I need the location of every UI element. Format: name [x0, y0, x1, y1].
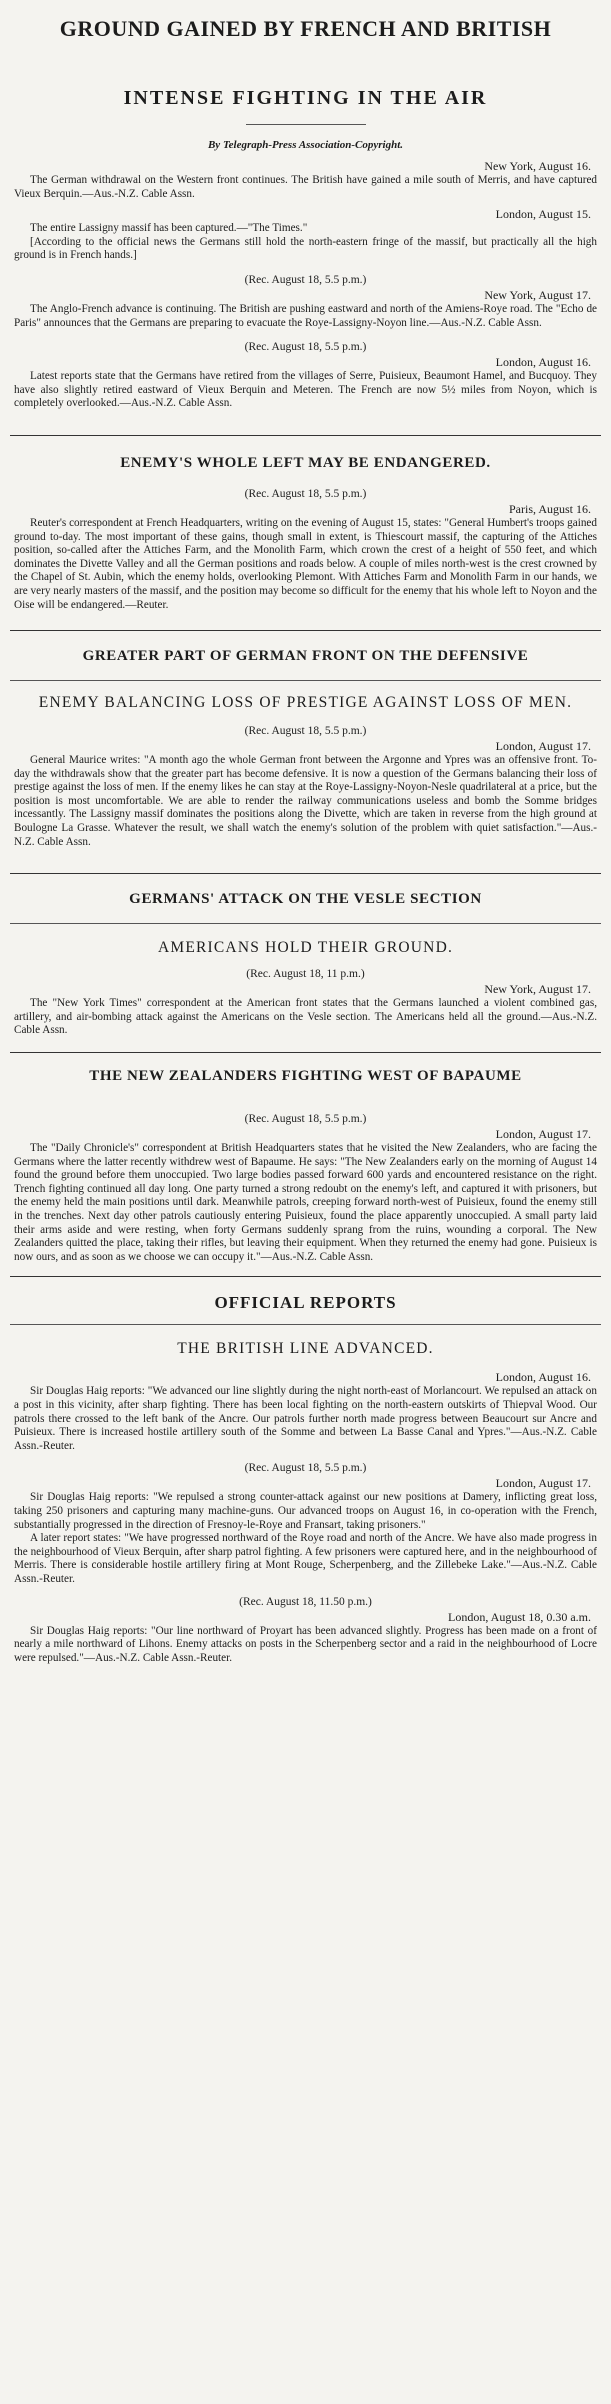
section-rule: [10, 873, 601, 874]
received-note: (Rec. August 18, 5.5 p.m.): [244, 1113, 367, 1126]
headline-rule: [246, 124, 366, 125]
section-rule: [10, 923, 601, 924]
section-rule: [10, 1324, 601, 1325]
section-subtitle: THE BRITISH LINE ADVANCED.: [177, 1340, 434, 1358]
section-defensive: [14, 647, 597, 849]
dateline: London, August 18, 0.30 a.m.: [448, 1609, 591, 1624]
section-vesle: [14, 890, 597, 1038]
main-headline: GROUND GAINED BY FRENCH AND BRITISH: [59, 16, 552, 41]
section-general: [14, 159, 597, 411]
dateline: New York, August 16.: [484, 159, 591, 173]
section-title: ENEMY'S WHOLE LEFT MAY BE ENDANGERED.: [120, 454, 491, 471]
section-subtitle: ENEMY BALANCING LOSS OF PRESTIGE AGAINST LOSS OF MEN.: [38, 694, 573, 712]
paragraph: The German withdrawal on the Western front continues. The British have gained a mile south of Merris, and have captured Vieux Berquin.—Aus.-N.Z. Cable Assn.: [14, 174, 597, 200]
section-title: THE NEW ZEALANDERS FIGHTING WEST OF BAPAUME: [89, 1068, 522, 1085]
section-enemy-left: [14, 454, 597, 612]
section-official-reports: [14, 1293, 597, 1665]
section-rule: [10, 1276, 601, 1277]
paragraph: General Maurice writes: "A month ago the whole German front between the Argonne and Ypres was an offensive front. To-day the withdrawals show that the greater part has become defensive. It is now a question of the Germans balancing their loss of prestige against the loss of men. If the enemy likes he can stay at the Roye-Lassigny-Noyon-Nesle quadrilateral at a price, but the position is most uncomfortable. We are able to render the railway communications useless and bomb the Somme bridges incessantly. The Lassigny massif dominates the positions along the Divette, which are taken in reverse from the high ground at Boulogne La Grasse. Whatever the result, we shall watch the enemy's solution of the problem with quiet satisfaction."—Aus.-N.Z. Cable Assn.: [14, 754, 597, 848]
section-rule: [10, 435, 601, 436]
dateline: London, August 17.: [495, 1127, 591, 1142]
dateline: London, August 17.: [495, 1476, 591, 1491]
paragraph: The entire Lassigny massif has been captured.—"The Times.": [30, 222, 308, 235]
sub-headline: INTENSE FIGHTING IN THE AIR: [123, 87, 488, 109]
section-title: GREATER PART OF GERMAN FRONT ON THE DEFENSIVE: [82, 648, 529, 665]
paragraph: Reuter's correspondent at French Headquarters, writing on the evening of August 15, states: "General Humbert's troops gained ground to-day. The most important of these gains, though small in extent, is Thiescourt massif, the capturing of the Attiches position, so-called after the Attiches Farm, and the Monolith Farm, which crown the crest of a height of 550 feet, and which dominates the Divette Valley and all the German positions and roads below. A couple of miles north-west is the crest crowned by the Chapel of St. Aubin, which the enemy holds, overlooking Plemont. With Attiches Farm and Monolith Farm in our hands, we are very nearly masters of the massif, and the position may become so difficult for the enemy that his whole left to Noyon and the Oise will be endangered.—Reuter.: [14, 516, 597, 611]
section-rule: [10, 1052, 601, 1053]
paragraph: The Anglo-French advance is continuing. The British are pushing eastward and north of the Amiens-Roye road. The "Echo de Paris" announces that the Germans are preparing to evacuate the Roye-Lassigny-Noyon line.—Aus.-N.Z. Cable Assn.: [14, 302, 597, 329]
byline: By Telegraph-Press Association-Copyright.: [207, 139, 404, 151]
received-note: (Rec. August 18, 11.50 p.m.): [239, 1595, 372, 1608]
section-title: OFFICIAL REPORTS: [214, 1293, 397, 1313]
paragraph: The "Daily Chronicle's" correspondent at British Headquarters states that he visited the New Zealanders, who are facing the Germans where the latter recently withdrew west of Bapaume. He says: "The New Zealanders early on the morning of August 14 found the ground before them unoccupied. Two large bodies passed forward 600 yards and encountered resistance on the right. Trench fighting continued all day long. One party turned a strong redoubt on the enemy's left, and captured it with prisoners, but the enemy held the main positions until dark. Meanwhile patrols, creeping forward north-west of Puisieux, found the enemy still in the trenches. Next day other patrols cautiously entering Puisieux, found the place apparently unoccupied. A small party laid their arms aside and were resting, when forty Germans suddenly sprang from the ruins, wounding a corporal. The New Zealanders quitted the place, taking their rifles, but leaving their equipment. When they returned the enemy had gone. Puisieux is now ours, and as soon as we choose we can occupy it."—Aus.-N.Z. Cable Assn.: [14, 1142, 597, 1263]
section-rule: [10, 630, 601, 631]
received-note: (Rec. August 18, 5.5 p.m.): [244, 487, 367, 500]
dateline: London, August 16.: [495, 355, 591, 370]
paragraph: Sir Douglas Haig reports: "Our line northward of Proyart has been advanced slightly. Progress has been made on a front of nearly a mile northward of Lihons. Enemy attacks on posts in the Scherpenberg sector and a raid in the neighbourhood of Locre were repulsed."—Aus.-N.Z. Cable Assn.-Reuter.: [14, 1624, 597, 1664]
received-note: (Rec. August 18, 5.5 p.m.): [244, 273, 367, 286]
paragraph: Sir Douglas Haig reports: "We advanced our line slightly during the night north-east of Morlancourt. We repulsed an attack on a post in this vicinity, after sharp fighting. There has been local fighting on the north-eastern outskirts of Thiepval Wood. Our patrols there crossed to the left bank of the Ancre. Our patrols further north made progress between Beaucourt sur Ancre and Puisieux. There is increased hostile artillery south of the Somme and between La Basse Canal and Ypres."—Aus.-N.Z. Cable Assn.-Reuter.: [14, 1385, 597, 1452]
paragraph: A later report states: "We have progressed northward of the Roye road and north of the Ancre. We have also made progress in the neighbourhood of Vieux Berquin, after sharp patrol fighting. A few prisoners were captured here, and in the neighbourhood of Merris. There is considerable hostile artillery firing at Mont Rouge, Scherpenberg, and the Zillebeke Lake."—Aus.-N.Z. Cable Assn.-Reuter.: [14, 1532, 597, 1585]
received-note: (Rec. August 18, 5.5 p.m.): [244, 725, 367, 738]
section-subtitle: AMERICANS HOLD THEIR GROUND.: [157, 939, 454, 957]
section-new-zealanders: [14, 1067, 597, 1264]
section-title: GERMANS' ATTACK ON THE VESLE SECTION: [129, 891, 482, 908]
dateline: London, August 15.: [495, 207, 591, 222]
paragraph: Latest reports state that the Germans have retired from the villages of Serre, Puisieux, Beaumont Hamel, and Bucquoy. They have also slightly retired eastward of Vieux Berquin and Meteren. The French are now 5½ miles from Noyon, which is completely overlooked.—Aus.-N.Z. Cable Assn.: [14, 370, 597, 410]
received-note: (Rec. August 18, 11 p.m.): [246, 968, 365, 981]
dateline: New York, August 17.: [484, 287, 591, 302]
dateline: New York, August 17.: [484, 982, 591, 997]
dateline: Paris, August 16.: [508, 501, 591, 516]
paragraph: Sir Douglas Haig reports: "We repulsed a strong counter-attack against our new positions at Damery, inflicting great loss, taking 250 prisoners and capturing many machine-guns. Our advanced troops on August 16, in co-operation with the French, substantially progressed in the direction of Fresnoy-le-Roye and Fransart, taking prisoners.": [14, 1491, 597, 1531]
received-note: (Rec. August 18, 5.5 p.m.): [244, 341, 367, 354]
paragraph: The "New York Times" correspondent at the American front states that the Germans launched a violent combined gas, artillery, and air-bombing attack against the Americans on the Vesle section. The Americans held all the ground.—Aus.-N.Z. Cable Assn.: [14, 997, 597, 1037]
received-note: (Rec. August 18, 5.5 p.m.): [244, 1462, 367, 1475]
dateline: London, August 16.: [495, 1370, 591, 1385]
dateline: London, August 17.: [495, 739, 591, 754]
section-rule: [10, 680, 601, 681]
paragraph: [According to the official news the Germans still hold the north-eastern fringe of the massif, but practically all the high ground is in French hands.]: [14, 235, 597, 262]
